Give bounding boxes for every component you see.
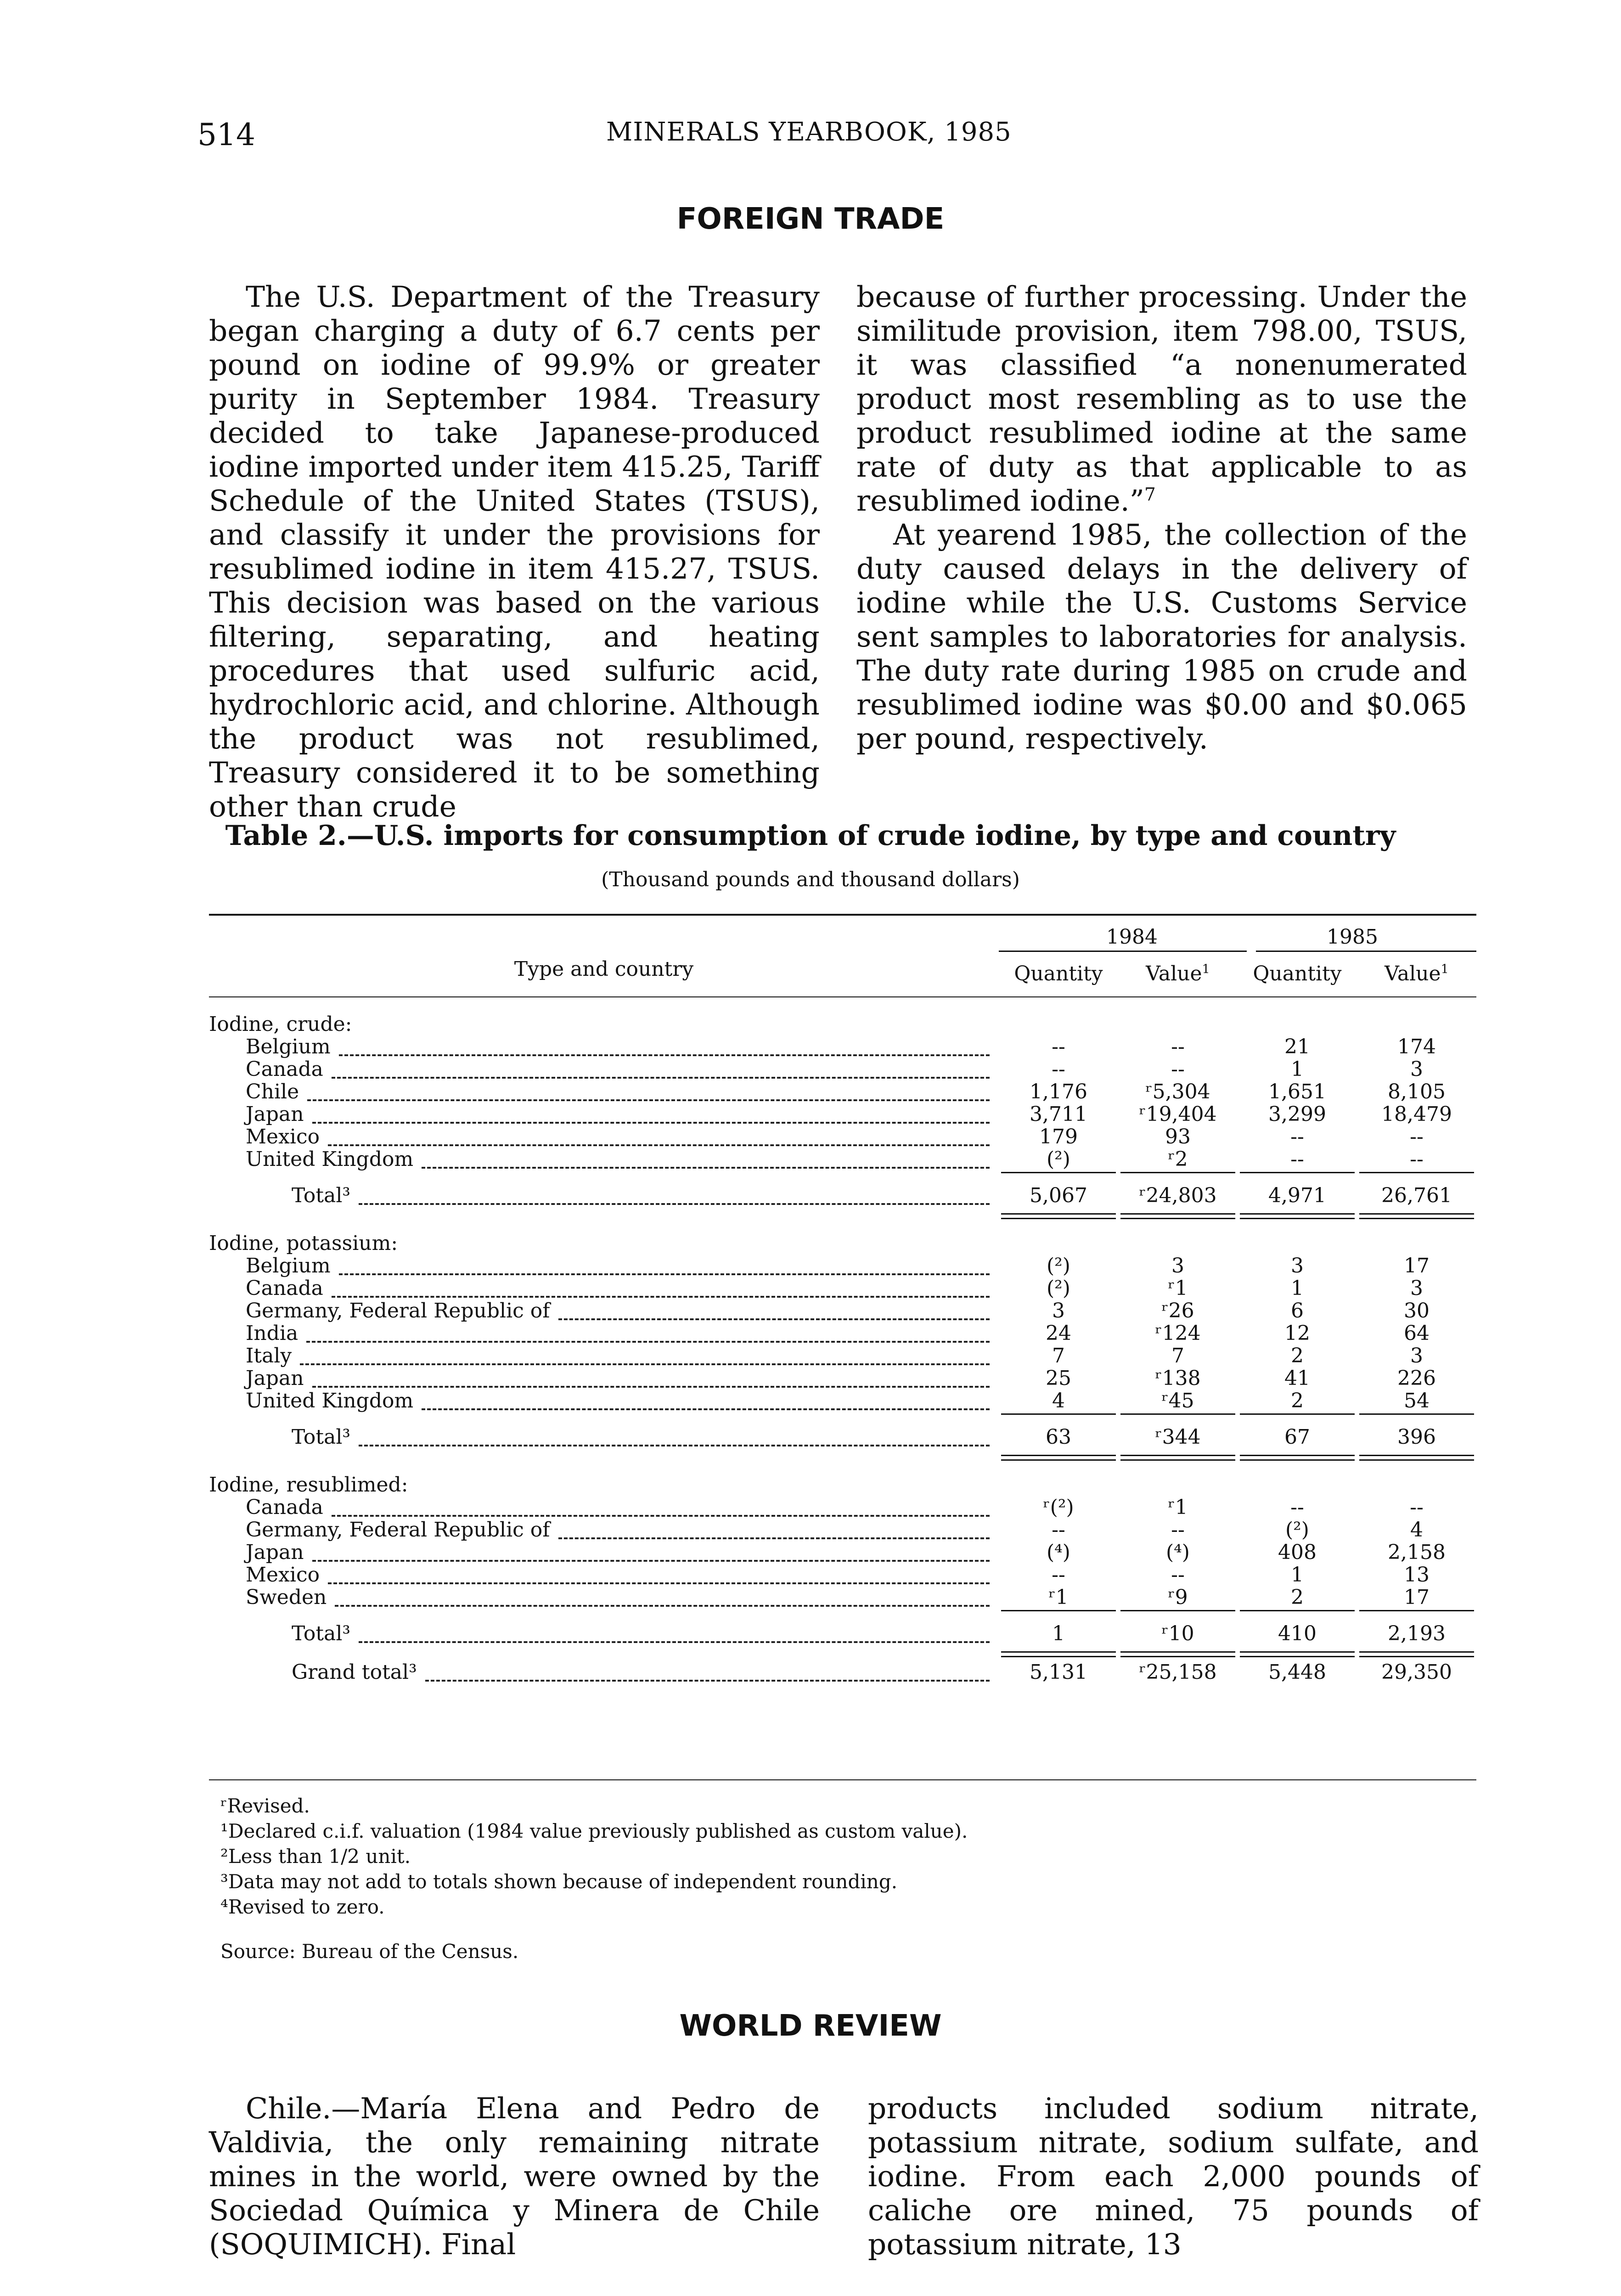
total-rule — [1359, 1213, 1474, 1215]
total-rule — [1240, 1651, 1355, 1653]
row-label: Canada — [246, 1496, 323, 1519]
dot-leader — [335, 1586, 990, 1607]
running-title: MINERALS YEARBOOK, 1985 — [606, 117, 1012, 147]
cell-q85: 408 — [1278, 1541, 1317, 1564]
dot-leader — [306, 1322, 990, 1343]
cell-v85: 13 — [1404, 1563, 1430, 1587]
dot-leader — [339, 1035, 990, 1056]
header-year-rule — [1256, 951, 1476, 952]
row-label: Japan — [246, 1367, 304, 1390]
total-rule — [1001, 1656, 1116, 1657]
table-row — [209, 1586, 1476, 1609]
row-label: Total³ — [292, 1622, 351, 1645]
header-quantity-1984: Quantity — [1014, 962, 1103, 985]
cell-v85: 29,350 — [1381, 1660, 1452, 1684]
row-label: Mexico — [246, 1125, 320, 1148]
cell-v84: -- — [1171, 1035, 1185, 1058]
footnote: ²Less than 1/2 unit. — [220, 1845, 411, 1868]
header-quantity-1985: Quantity — [1253, 962, 1342, 985]
cell-q84: -- — [1052, 1563, 1065, 1587]
dot-leader — [332, 1277, 990, 1298]
total-rule — [1240, 1413, 1355, 1415]
header-value-1985 — [1357, 962, 1476, 985]
total-rule — [1359, 1459, 1474, 1461]
footnote-reference: 1 — [1441, 962, 1449, 977]
dot-leader — [339, 1254, 990, 1275]
footnote: ʳRevised. — [220, 1795, 310, 1817]
total-rule — [1120, 1413, 1235, 1415]
table-row — [209, 1367, 1476, 1390]
section-heading — [209, 1013, 1476, 1035]
cell-q85: 5,448 — [1268, 1660, 1326, 1684]
cell-v84: ʳ344 — [1155, 1425, 1201, 1449]
table-row — [209, 1518, 1476, 1541]
total-rule — [1120, 1656, 1235, 1657]
cell-v84: ʳ1 — [1168, 1277, 1188, 1300]
table-row — [209, 1277, 1476, 1300]
table-header-rule — [209, 996, 1476, 997]
cell-q85: 3,299 — [1268, 1103, 1326, 1126]
dot-leader — [312, 1103, 990, 1124]
cell-v85: 26,761 — [1381, 1184, 1452, 1207]
cell-q84: -- — [1052, 1058, 1065, 1081]
cell-v84: ʳ138 — [1155, 1367, 1201, 1390]
section-heading — [209, 1473, 1476, 1496]
cell-q85: -- — [1290, 1148, 1304, 1171]
cell-v84: ʳ2 — [1168, 1148, 1188, 1171]
cell-q84: -- — [1052, 1035, 1065, 1058]
cell-q84: ʳ1 — [1048, 1586, 1069, 1609]
dot-leader — [332, 1058, 990, 1079]
cell-q85: 2 — [1291, 1586, 1304, 1609]
row-label: Chile — [246, 1080, 299, 1103]
dot-leader — [307, 1080, 990, 1101]
cell-v84: 7 — [1171, 1344, 1184, 1367]
table-title: Table 2.—U.S. imports for consumption of crude iodine, by type and country — [225, 820, 1396, 852]
total-rule — [1001, 1455, 1116, 1456]
cell-q85: 3 — [1291, 1254, 1304, 1277]
row-label: Germany, Federal Republic of — [246, 1518, 550, 1542]
cell-q84: 179 — [1039, 1125, 1078, 1148]
cell-q84: (²) — [1047, 1254, 1070, 1277]
cell-q84: ʳ(²) — [1043, 1496, 1074, 1519]
table-row — [209, 1389, 1476, 1412]
cell-v85: 3 — [1410, 1277, 1423, 1300]
cell-q84: 1,176 — [1030, 1080, 1087, 1103]
section-heading — [209, 1232, 1476, 1255]
header-year-1985: 1985 — [1327, 925, 1378, 949]
row-label: Belgium — [246, 1035, 331, 1058]
total-rule — [1120, 1651, 1235, 1653]
cell-v84: 3 — [1171, 1254, 1184, 1277]
row-label: United Kingdom — [246, 1389, 414, 1412]
cell-q84: 3 — [1052, 1299, 1065, 1322]
table-top-rule — [209, 914, 1476, 916]
total-rule — [1120, 1455, 1235, 1456]
grand-total-row — [209, 1660, 1476, 1683]
total-rule — [1001, 1610, 1116, 1611]
table-row — [209, 1103, 1476, 1125]
total-rule — [1001, 1651, 1116, 1653]
section-heading-label: Iodine, potassium: — [209, 1232, 398, 1255]
cell-q84: (²) — [1047, 1277, 1070, 1300]
total-rule — [1120, 1218, 1235, 1219]
cell-v84: ʳ26 — [1161, 1299, 1194, 1322]
cell-q85: 41 — [1284, 1367, 1310, 1390]
total-rule — [1359, 1455, 1474, 1456]
paragraph-text: because of further processing. Under the similitude provision, item 798.00, TSUS, it was classified “a nonenumerated product most resembling as to use the product resublimed iodine at the same rate of duty as that applicable to as resublimed iodine.” — [856, 280, 1467, 518]
cell-q84: (⁴) — [1047, 1541, 1070, 1564]
cell-v85: 18,479 — [1381, 1103, 1452, 1126]
dot-leader — [328, 1125, 990, 1146]
dot-leader — [332, 1496, 990, 1517]
cell-v84: ʳ10 — [1161, 1622, 1194, 1645]
section-heading-label: Iodine, resublimed: — [209, 1473, 408, 1497]
dot-leader — [359, 1425, 990, 1446]
foreign-trade-paragraph: The U.S. Department of the Treasury began charging a duty of 6.7 cents per pound on iodine of 99.9% or greater purity in September 1984. Treasury decided to take Japanese-produced iodine imported under item 415.25, Tariff Schedule of the United States (TSUS), and classify it under the provisions for resublimed iodine in item 415.27, TSUS. This decision was based on the various filtering, separating, and heating procedures that used sulfuric acid, hydrochloric acid, and chlorine. Although the product was not resublimed, Treasury considered it to be something other than crude — [209, 280, 820, 823]
dot-leader — [425, 1660, 990, 1682]
table-row — [209, 1541, 1476, 1564]
table-row — [209, 1058, 1476, 1080]
cell-q84: 7 — [1052, 1344, 1065, 1367]
cell-v84: ʳ1 — [1168, 1496, 1188, 1519]
section-heading-label: Iodine, crude: — [209, 1013, 352, 1036]
header-value-label: Value — [1385, 962, 1441, 985]
dot-leader — [328, 1563, 990, 1584]
cell-q85: -- — [1290, 1496, 1304, 1519]
row-label: Japan — [246, 1103, 304, 1126]
cell-v84: ʳ45 — [1161, 1389, 1194, 1412]
cell-q85: 1 — [1291, 1563, 1304, 1587]
total-row — [209, 1622, 1476, 1645]
row-label: Sweden — [246, 1586, 327, 1609]
dot-leader — [558, 1299, 990, 1320]
row-label: Total³ — [292, 1184, 351, 1207]
cell-v85: 3 — [1410, 1344, 1423, 1367]
cell-v84: ʳ19,404 — [1139, 1103, 1217, 1126]
cell-v85: 226 — [1397, 1367, 1436, 1390]
row-label: United Kingdom — [246, 1148, 414, 1171]
total-rule — [1120, 1610, 1235, 1611]
cell-q85: 410 — [1278, 1622, 1317, 1645]
cell-q84: 25 — [1046, 1367, 1071, 1390]
row-label: Canada — [246, 1058, 323, 1081]
total-rule — [1359, 1413, 1474, 1415]
table-row — [209, 1563, 1476, 1586]
foreign-trade-heading: FOREIGN TRADE — [676, 202, 945, 236]
header-value-label: Value — [1146, 962, 1202, 985]
table-row — [209, 1344, 1476, 1367]
cell-v85: 30 — [1404, 1299, 1430, 1322]
cell-q84: 5,131 — [1030, 1660, 1087, 1684]
row-label: Belgium — [246, 1254, 331, 1277]
cell-q85: (²) — [1285, 1518, 1309, 1542]
total-row — [209, 1425, 1476, 1448]
cell-q85: 12 — [1284, 1322, 1310, 1345]
cell-v85: 2,193 — [1388, 1622, 1446, 1645]
total-rule — [1359, 1218, 1474, 1219]
foreign-trade-paragraph — [856, 280, 1467, 518]
cell-q84: 3,711 — [1030, 1103, 1087, 1126]
total-rule — [1240, 1459, 1355, 1461]
table-row — [209, 1496, 1476, 1519]
cell-v84: -- — [1171, 1518, 1185, 1542]
total-rule — [1240, 1610, 1355, 1611]
row-label: Germany, Federal Republic of — [246, 1299, 550, 1322]
table-row — [209, 1254, 1476, 1277]
total-rule — [1120, 1459, 1235, 1461]
dot-leader — [359, 1622, 990, 1643]
cell-q85: 21 — [1284, 1035, 1310, 1058]
cell-v84: ʳ25,158 — [1139, 1660, 1217, 1684]
cell-v85: 17 — [1404, 1254, 1430, 1277]
cell-q84: 63 — [1046, 1425, 1071, 1449]
total-rule — [1240, 1455, 1355, 1456]
dot-leader — [312, 1367, 990, 1388]
cell-q84: -- — [1052, 1518, 1065, 1542]
total-rule — [1359, 1610, 1474, 1611]
footnote-reference: 1 — [1202, 962, 1210, 977]
table-bottom-rule — [209, 1779, 1476, 1780]
cell-v85: 3 — [1410, 1058, 1423, 1081]
cell-v84: (⁴) — [1166, 1541, 1190, 1564]
total-rule — [1240, 1213, 1355, 1215]
cell-v85: -- — [1410, 1148, 1424, 1171]
table-row — [209, 1125, 1476, 1148]
row-label: Canada — [246, 1277, 323, 1300]
cell-v85: 4 — [1410, 1518, 1423, 1542]
row-label: Mexico — [246, 1563, 320, 1587]
total-rule — [1120, 1213, 1235, 1215]
table-row — [209, 1148, 1476, 1171]
footnote: ³Data may not add to totals shown because of independent rounding. — [220, 1870, 898, 1893]
total-rule — [1359, 1651, 1474, 1653]
header-type-and-country: Type and country — [514, 957, 694, 981]
cell-v85: -- — [1410, 1125, 1424, 1148]
cell-v85: 396 — [1397, 1425, 1436, 1449]
cell-q84: (²) — [1047, 1148, 1070, 1171]
row-label: Grand total³ — [292, 1660, 417, 1684]
cell-v84: -- — [1171, 1563, 1185, 1587]
dot-leader — [422, 1389, 990, 1410]
dot-leader — [422, 1148, 990, 1169]
footnote: ¹Declared c.i.f. valuation (1984 value previously published as custom value). — [220, 1820, 968, 1842]
cell-q85: 2 — [1291, 1389, 1304, 1412]
total-rule — [1001, 1413, 1116, 1415]
dot-leader — [558, 1518, 990, 1539]
total-rule — [1359, 1656, 1474, 1657]
world-review-paragraph: Chile.—María Elena and Pedro de Valdivia, the only remaining nitrate mines in the world, were owned by the Sociedad Química y Minera de Chile (SOQUIMICH). Final — [209, 2092, 820, 2261]
total-rule — [1120, 1172, 1235, 1173]
world-review-left-column — [209, 2092, 820, 2262]
row-label: Italy — [246, 1344, 292, 1367]
table-row — [209, 1035, 1476, 1058]
cell-q85: 4,971 — [1268, 1184, 1326, 1207]
cell-v84: 93 — [1165, 1125, 1191, 1148]
total-rule — [1240, 1656, 1355, 1657]
total-row — [209, 1184, 1476, 1207]
header-year-1984: 1984 — [1106, 925, 1158, 949]
cell-v85: 8,105 — [1388, 1080, 1446, 1103]
cell-q84: 4 — [1052, 1389, 1065, 1412]
cell-v85: 174 — [1397, 1035, 1436, 1058]
foreign-trade-paragraph: At yearend 1985, the collection of the duty caused delays in the delivery of iodine while the U.S. Customs Service sent samples to laboratories for analysis. The duty rate during 1985 on crude and resublimed iodine was $0.00 and $0.065 per pound, respectively. — [856, 518, 1467, 755]
row-label: Total³ — [292, 1425, 351, 1449]
footnote-reference: 7 — [1144, 484, 1156, 505]
foreign-trade-left-column — [209, 280, 820, 824]
table-row — [209, 1080, 1476, 1103]
cell-v85: 64 — [1404, 1322, 1430, 1345]
world-review-heading: WORLD REVIEW — [679, 2009, 942, 2043]
world-review-paragraph: products included sodium nitrate, potassium nitrate, sodium sulfate, and iodine. From each 2,000 pounds of caliche ore mined, 75 pounds of potassium nitrate, 13 — [868, 2092, 1479, 2261]
table-source: Source: Bureau of the Census. — [220, 1940, 519, 1963]
cell-v84: ʳ24,803 — [1139, 1184, 1217, 1207]
row-label: India — [246, 1322, 298, 1345]
table-row — [209, 1322, 1476, 1345]
table-row — [209, 1299, 1476, 1322]
total-rule — [1240, 1172, 1355, 1173]
total-rule — [1240, 1218, 1355, 1219]
cell-q85: 2 — [1291, 1344, 1304, 1367]
cell-q85: 1,651 — [1268, 1080, 1326, 1103]
cell-v84: ʳ5,304 — [1145, 1080, 1210, 1103]
total-rule — [1001, 1218, 1116, 1219]
cell-q85: -- — [1290, 1125, 1304, 1148]
dot-leader — [359, 1184, 990, 1205]
footnote: ⁴Revised to zero. — [220, 1896, 385, 1918]
cell-v85: 54 — [1404, 1389, 1430, 1412]
cell-v85: 17 — [1404, 1586, 1430, 1609]
cell-v85: -- — [1410, 1496, 1424, 1519]
cell-q85: 67 — [1284, 1425, 1310, 1449]
foreign-trade-right-column — [856, 280, 1467, 756]
dot-leader — [300, 1344, 990, 1365]
cell-q85: 1 — [1291, 1277, 1304, 1300]
cell-q85: 1 — [1291, 1058, 1304, 1081]
table-subtitle: (Thousand pounds and thousand dollars) — [601, 868, 1020, 891]
total-rule — [1001, 1459, 1116, 1461]
table-footnotes — [220, 1793, 968, 1919]
header-value-1984 — [1118, 962, 1238, 985]
cell-q85: 6 — [1291, 1299, 1304, 1322]
row-label: Japan — [246, 1541, 304, 1564]
cell-v84: -- — [1171, 1058, 1185, 1081]
total-rule — [1001, 1172, 1116, 1173]
header-year-rule — [999, 951, 1247, 952]
total-rule — [1359, 1172, 1474, 1173]
cell-q84: 5,067 — [1030, 1184, 1087, 1207]
cell-v84: ʳ124 — [1155, 1322, 1201, 1345]
total-rule — [1001, 1213, 1116, 1215]
cell-v84: ʳ9 — [1168, 1586, 1188, 1609]
world-review-right-column — [868, 2092, 1479, 2262]
page-number: 514 — [197, 117, 255, 152]
cell-v85: 2,158 — [1388, 1541, 1446, 1564]
cell-q84: 1 — [1052, 1622, 1065, 1645]
dot-leader — [312, 1541, 990, 1562]
cell-q84: 24 — [1046, 1322, 1071, 1345]
